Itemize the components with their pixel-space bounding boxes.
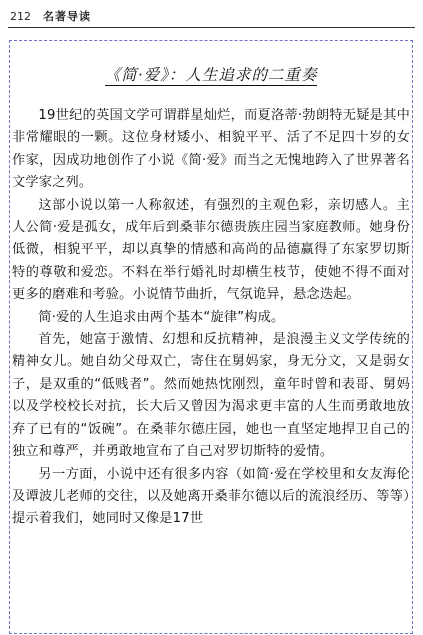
book-title: 名著导读 (43, 10, 91, 23)
header-rule (8, 27, 415, 28)
article-title-text: 《简·爱》：人生追求的二重奏 (104, 66, 318, 84)
paragraph-2: 这部小说以第一人称叙述，有强烈的主观色彩，亲切感人。主人公简·爱是孤女，成年后到桑菲尔德贵族庄园当家庭教师。她身份低微，相貌平平，却以真挚的情感和高尚的品德赢得了东家罗切斯特的尊敬和爱恋。不料在举行婚礼时却横生枝节，使她不得不面对更多的磨难和考验。小说情节曲折，气氛诡异，悬念迭起。 (12, 197, 410, 303)
paragraph-3: 简·爱的人生追求由两个基本“旋律”构成。 (38, 309, 285, 325)
paragraph-4: 首先，她富于激情、幻想和反抗精神，是浪漫主义文学传统的精神女儿。她自幼父母双亡，寄住在舅妈家，身无分文，又是弱女子，是双重的“低贱者”。然而她热忱刚烈，童年时曾和表哥、舅妈以及学校校长对抗，长大后又曾因为渴求更丰富的人生而勇敢地放弃了已有的“饭碗”。在桑菲尔德庄园，她也一直坚定地捍卫自己的独立和尊严，并勇敢地宣布了自己对罗切斯特的爱情。 (12, 332, 410, 460)
article-frame (9, 40, 413, 634)
article-title (10, 63, 412, 85)
page-header (10, 8, 413, 24)
page-number: 212 (10, 9, 31, 23)
paragraph-5: 另一方面，小说中还有很多内容（如简·爱在学校里和女友海伦及谭波儿老师的交往，以及她离开桑菲尔德以后的流浪经历、等等）提示着我们，她同时又像是17世 (12, 466, 410, 527)
paragraph-1: 19世纪的英国文学可谓群星灿烂，而夏洛蒂·勃朗特无疑是其中非常耀眼的一颗。这位身材矮小、相貌平平、活了不足四十岁的女作家，因成功地创作了小说《简·爱》而当之无愧地跨入了世界著名文学家之列。 (12, 108, 410, 191)
